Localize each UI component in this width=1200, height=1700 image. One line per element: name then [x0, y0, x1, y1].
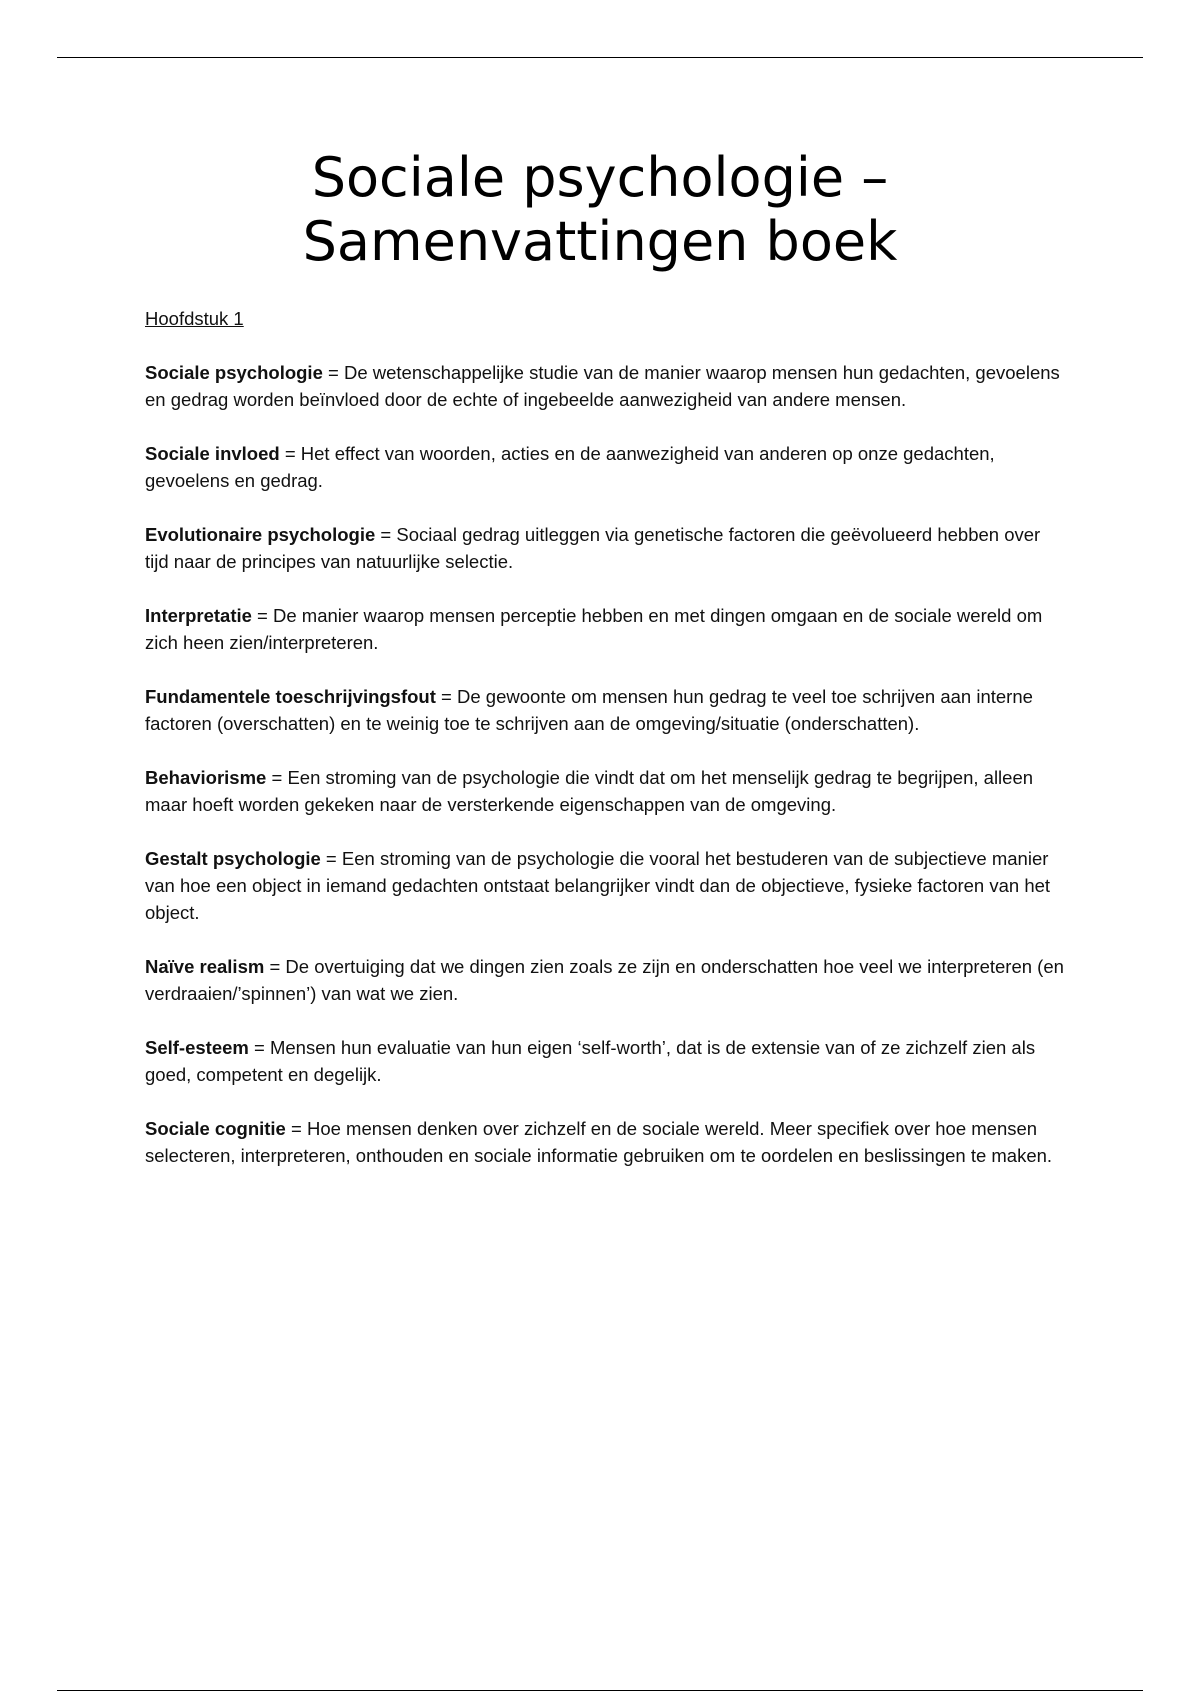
definition-term: Sociale cognitie	[145, 1118, 286, 1139]
definition-text: Het effect van woorden, acties en de aanwezigheid van anderen op onze gedachten, gevoelens en gedrag.	[145, 443, 995, 491]
definition-entry	[145, 359, 1065, 413]
definition-separator: =	[435, 686, 457, 707]
definition-term: Naïve realism	[145, 956, 265, 977]
definition-separator: =	[264, 956, 286, 977]
definition-entry	[145, 845, 1065, 926]
definition-term: Behaviorisme	[145, 767, 267, 788]
definition-text: De overtuiging dat we dingen zien zoals ze zijn en onderschatten hoe veel we interpreteren (en verdraaien/’spinnen’) van wat we zien.	[145, 956, 1064, 1004]
definition-separator: =	[322, 362, 344, 383]
definition-term: Fundamentele toeschrijvingsfout	[145, 686, 436, 707]
definition-entry	[145, 602, 1065, 656]
definition-text: De wetenschappelijke studie van de manier waarop mensen hun gedachten, gevoelens en gedrag worden beïnvloed door de echte of ingebeelde aanwezigheid van andere mensen.	[145, 362, 1060, 410]
definition-text: Sociaal gedrag uitleggen via genetische factoren die geëvolueerd hebben over tijd naar de principes van natuurlijke selectie.	[145, 524, 1041, 572]
title-line-1: Sociale psychologie –	[311, 146, 889, 209]
definition-entry	[145, 764, 1065, 818]
definition-entry	[145, 683, 1065, 737]
definition-term: Sociale psychologie	[145, 362, 323, 383]
definition-text: De gewoonte om mensen hun gedrag te veel toe schrijven aan interne factoren (overschatten) en te weinig toe te schrijven aan de omgeving/situatie (onderschatten).	[145, 686, 1033, 734]
document-title	[0, 146, 1200, 274]
definition-separator: =	[266, 767, 288, 788]
title-line-2: Samenvattingen boek	[302, 210, 898, 273]
definition-term: Self-esteem	[145, 1037, 249, 1058]
definition-term: Gestalt psychologie	[145, 848, 321, 869]
definition-term: Interpretatie	[145, 605, 252, 626]
definition-entry	[145, 521, 1065, 575]
header-rule	[57, 57, 1143, 58]
definition-text: Een stroming van de psychologie die vindt dat om het menselijk gedrag te begrijpen, alleen maar hoeft worden gekeken naar de versterkende eigenschappen van de omgeving.	[145, 767, 1034, 815]
definition-separator: =	[320, 848, 342, 869]
definition-separator: =	[248, 1037, 270, 1058]
chapter-heading: Hoofdstuk 1	[145, 308, 244, 329]
definition-entry	[145, 440, 1065, 494]
definition-separator: =	[285, 1118, 307, 1139]
definition-separator: =	[279, 443, 301, 464]
document-body	[145, 305, 1065, 1196]
definition-text: Hoe mensen denken over zichzelf en de sociale wereld. Meer specifiek over hoe mensen selecteren, interpreteren, onthouden en sociale informatie gebruiken om te oordelen en beslissingen te maken.	[145, 1118, 1053, 1166]
definition-entry	[145, 1034, 1065, 1088]
definition-text: De manier waarop mensen perceptie hebben en met dingen omgaan en de sociale wereld om zich heen zien/interpreteren.	[145, 605, 1043, 653]
definition-term: Sociale invloed	[145, 443, 280, 464]
definition-text: Mensen hun evaluatie van hun eigen ‘self-worth’, dat is de extensie van of ze zichzelf zien als goed, competent en degelijk.	[145, 1037, 1036, 1085]
definition-text: Een stroming van de psychologie die vooral het bestuderen van de subjectieve manier van hoe een object in iemand gedachten ontstaat belangrijker vindt dan de objectieve, fysieke factoren van het object.	[145, 848, 1051, 923]
definition-entry	[145, 1115, 1065, 1169]
definition-separator: =	[375, 524, 397, 545]
definition-entry	[145, 953, 1065, 1007]
footer-rule	[57, 1690, 1143, 1691]
definition-term: Evolutionaire psychologie	[145, 524, 376, 545]
definition-separator: =	[251, 605, 274, 626]
